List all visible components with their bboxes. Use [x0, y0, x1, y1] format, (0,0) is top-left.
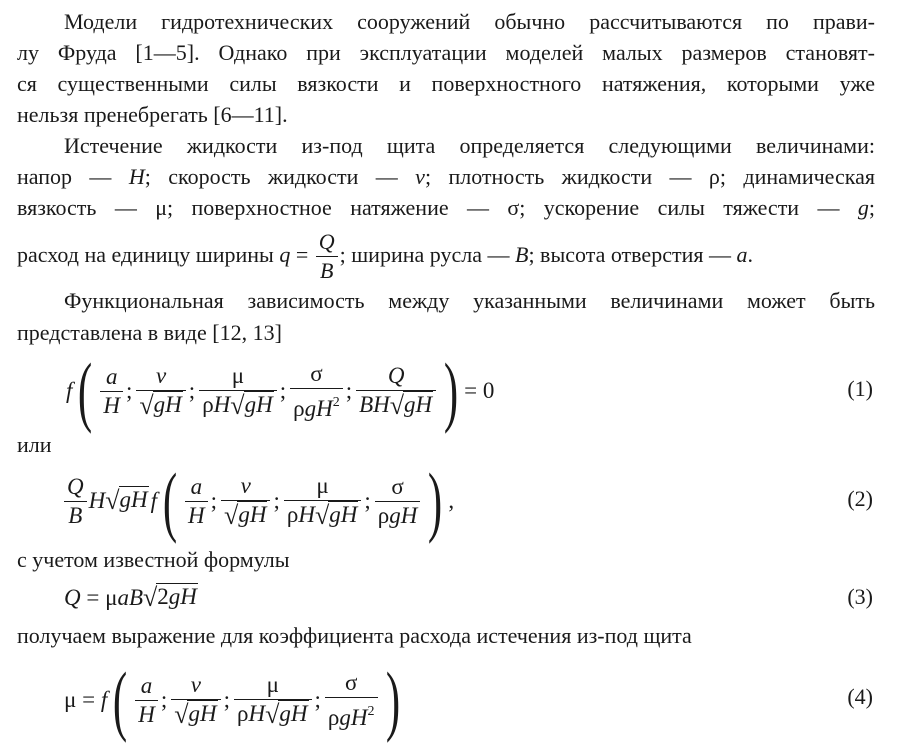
para2-line4: расход на единицу ширины q = $\frac{Q}{B}$ ; ширина русла — B; высота отверстия — a. [17, 229, 753, 284]
eq2-number: (2) [847, 486, 873, 511]
equation-3: Q = μ aB √2gH (3) [64, 583, 873, 612]
para1-line2: лу Фруда [1—5]. Однако при эксплуатации моделей малых размеров становят- [17, 40, 875, 65]
para1-line4: нельзя пренебрегать [6—11]. [17, 102, 288, 127]
with-formula-text: с учетом известной формулы [17, 547, 290, 572]
para1-line1: Модели гидротехнических сооружений обычно рассчитываются по прави- [64, 9, 875, 34]
eq3-number: (3) [847, 584, 873, 609]
para2-line3: вязкость — μ; поверхностное натяжение — σ; ускорение силы тяжести — g; [17, 195, 875, 220]
equation-2: $\frac{Q}{B}$ H √gH f ( $\frac{a}{H}$ ; $\frac{v}{√gH}$ ; $\frac{\mu}{\rho H√gH}$ ; $\frac{\sigma}{\text{ρgH}}$ ) , (2) [0, 462, 906, 540]
para1-line3: ся существенными силы вязкости и поверхностного натяжения, которыми уже [17, 71, 875, 96]
para3-line2: представлена в виде [12, 13] [17, 320, 282, 345]
obtain-text: получаем выражение для коэффициента расхода истечения из-под щита [17, 623, 692, 648]
para2-line1: Истечение жидкости из-под щита определяется следующими величинами: [64, 133, 875, 158]
eq4-number: (4) [847, 684, 873, 709]
word-or: или [17, 432, 52, 457]
para3-line1: Функциональная зависимость между указанными величинами может быть [64, 288, 875, 313]
para2-line2: напор — H; скорость жидкости — v; плотность жидкости — ρ; динамическая [17, 164, 875, 189]
equation-4: μ = f ( $\frac{a}{H}$ ; $\frac{v}{√gH}$ ; $\frac{\mu}{\rho H√gH}$ ; $\frac{\sigma}{\rho gH^2}$ ) (4) [64, 656, 873, 743]
equation-1: f ( $\frac{a}{H}$ ; $\frac{v}{√gH}$ ; $\frac{\mu}{\rho H√gH}$ ; $\frac{\sigma}{\rho gH^2}$ ; $\frac{Q}{BH√gH}$ ) = 0 (1) [66, 347, 873, 434]
eq1-number: (1) [847, 376, 873, 401]
